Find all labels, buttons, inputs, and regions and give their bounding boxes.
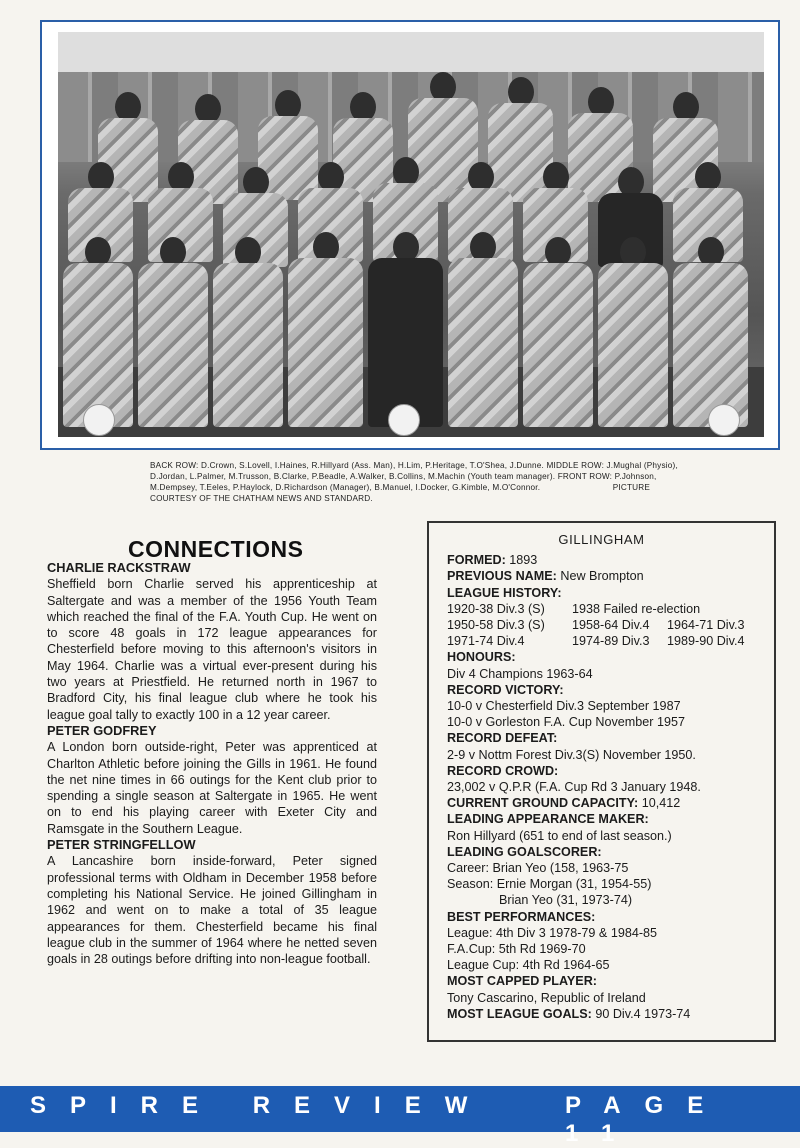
- section-heading: PETER GODFREY: [47, 722, 157, 738]
- record-defeat-heading: RECORD DEFEAT:: [447, 731, 558, 746]
- team-photo: [58, 32, 764, 437]
- record-crowd-value: 23,002 v Q.P.R (F.A. Cup Rd 3 January 1948.: [447, 780, 701, 795]
- best-performances-heading: BEST PERFORMANCES:: [447, 909, 596, 924]
- footer-bar: [0, 1086, 800, 1147]
- best-performance-item: League: 4th Div 3 1978-79 & 1984-85: [447, 925, 658, 940]
- section-text: A London born outside-right, Peter was apprenticed at Charlton Athletic before joining the Gills in 1961. He found the net nine times in 66 outings for the Kent club prior to spending a single season at Saltergate in 1965. He went on to end his playing career with Exeter City and Ramsgate in the Southern League.: [47, 740, 377, 836]
- gillingham-facts-box: [427, 521, 776, 1042]
- league-history-row: 1971-74 Div.4 1974-89 Div.3 1989-90 Div.4: [447, 634, 745, 649]
- team-photo-frame: [40, 20, 780, 450]
- section-heading: PETER STRINGFELLOW: [47, 837, 196, 853]
- section-text: Sheffield born Charlie served his apprenticeship at Saltergate and was a member of the 1956 Youth Team which reached the final of the F.A. Youth Cup. He went on to score 48 goals in 172 league appearances for Chesterfield before moving to this afternoon's visitors in May 1964. Charlie was a virtual ever-present during his two years at Priestfield. He returned north in 1967 to Bradford City, his final league club where he took his league goal tally to exactly 100 in a 12 year career.: [47, 577, 377, 722]
- record-crowd-heading: RECORD CROWD:: [447, 763, 559, 778]
- goalscorer-heading: LEADING GOALSCORER:: [447, 844, 602, 859]
- goalscorer-season: Season: Ernie Morgan (31, 1954-55): [447, 877, 652, 892]
- section-text: A Lancashire born inside-forward, Peter signed professional terms with Oldham in December 1958 before completing his National Service. He joined Gillingham in 1962 and went on to make a total of 35 league appearances for them. Chesterfield became his final league club in the summer of 1964 where he netted seven goals in 28 outings before drifting into non-league football.: [47, 854, 377, 967]
- record-victory-value: 10-0 v Chesterfield Div.3 September 1987: [447, 699, 681, 714]
- page-number: PAGE 11: [565, 1092, 728, 1147]
- previous-name-line: PREVIOUS NAME: New Brompton: [447, 569, 644, 584]
- caption-text: BACK ROW: D.Crown, S.Lovell, I.Haines, R.Hillyard (Ass. Man), H.Lim, P.Heritage, T.O'Shea, J.Dunne. MIDDLE ROW: J.Mughal (Physio), D.Jordan, L.Palmer, M.Trusson, B.Clarke, P.Beadle, A.Walker, B.Collins, M.Machin (Youth team manager). FRONT ROW: P.Johnson, M.Dempsey, T.Eeles, P.Haylock, D.Richardson (Manager), B.Manuel, I.Docker, G.Kimble, M.O'Connor.: [150, 461, 678, 492]
- photo-courtesy: PICTURE COURTESY OF THE CHATHAM NEWS AND STANDARD.: [150, 483, 651, 503]
- honours-value: Div 4 Champions 1963-64: [447, 666, 593, 681]
- connections-title: CONNECTIONS: [128, 536, 304, 562]
- publication-title: SPIRE REVIEW: [30, 1092, 492, 1119]
- best-performance-item: F.A.Cup: 5th Rd 1969-70: [447, 942, 586, 957]
- most-goals-line: MOST LEAGUE GOALS: 90 Div.4 1973-74: [447, 1006, 691, 1021]
- goalscorer-season-joint: Brian Yeo (31, 1973-74): [499, 893, 633, 908]
- honours-heading: HONOURS:: [447, 650, 516, 665]
- connections-column: [47, 560, 377, 967]
- record-victory-value: 10-0 v Gorleston F.A. Cup November 1957: [447, 715, 686, 730]
- record-defeat-value: 2-9 v Nottm Forest Div.3(S) November 1950.: [447, 747, 696, 762]
- section-heading: CHARLIE RACKSTRAW: [47, 560, 191, 575]
- capped-value: Tony Cascarino, Republic of Ireland: [447, 990, 646, 1005]
- capped-heading: MOST CAPPED PLAYER:: [447, 974, 597, 989]
- best-performance-item: League Cup: 4th Rd 1964-65: [447, 958, 610, 973]
- league-history-row: 1950-58 Div.3 (S) 1958-64 Div.4 1964-71 Div.3: [447, 618, 745, 633]
- photo-caption: [150, 460, 680, 504]
- formed-line: FORMED: 1893: [447, 553, 538, 568]
- record-victory-heading: RECORD VICTORY:: [447, 682, 564, 697]
- league-history-heading: LEAGUE HISTORY:: [447, 585, 562, 600]
- appearance-value: Ron Hillyard (651 to end of last season.): [447, 828, 672, 843]
- goalscorer-career: Career: Brian Yeo (158, 1963-75: [447, 861, 629, 876]
- club-title: GILLINGHAM: [558, 532, 645, 547]
- appearance-heading: LEADING APPEARANCE MAKER:: [447, 812, 649, 827]
- league-history-row: 1920-38 Div.3 (S) 1938 Failed re-election: [447, 601, 701, 616]
- capacity-line: CURRENT GROUND CAPACITY: 10,412: [447, 796, 681, 811]
